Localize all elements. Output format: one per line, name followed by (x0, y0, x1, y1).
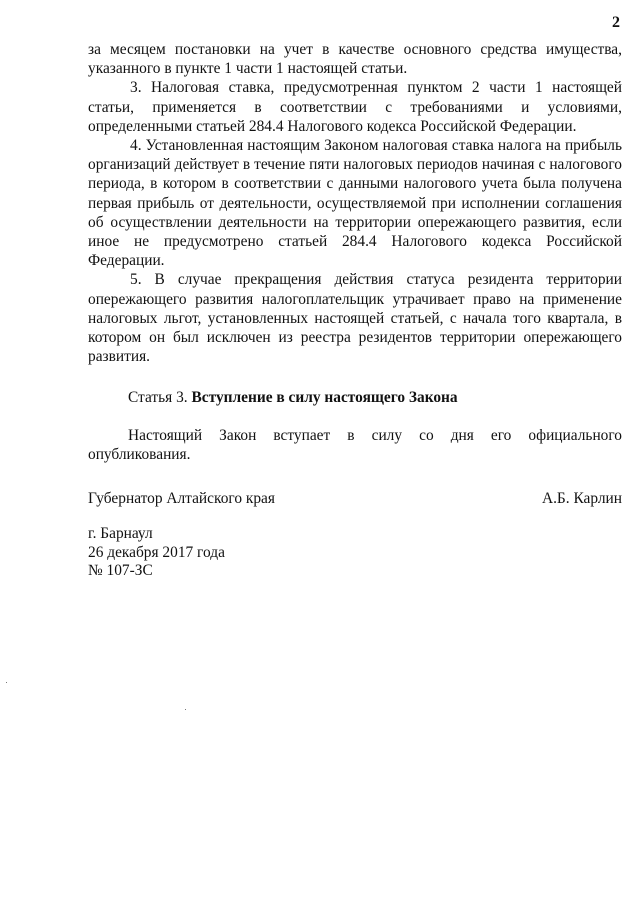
law-number: № 107-ЗС (88, 562, 153, 579)
paragraph-3: 3. Налоговая ставка, предусмотренная пунктом 2 части 1 настоящей статьи, применяется в соответствии с требованиями и условиями, определенными статьей 284.4 Налогового кодекса Российской Федерации. (88, 79, 622, 135)
document-meta (88, 525, 225, 581)
paragraph-5: 5. В случае прекращения действия статуса резидента территории опережающего развития налогоплательщик утрачивает право на применение налоговых льгот, установленных настоящей статьей, с начала того квартала, в котором он был исключен из реестра резидентов территории опережающего развития. (88, 271, 622, 366)
signing-date: 26 декабря 2017 года (88, 543, 225, 561)
article-3-body: Настоящий Закон вступает в силу со дня его официального опубликования. (88, 426, 622, 463)
signing-city: г. Барнаул (88, 525, 153, 542)
paragraph-4: 4. Установленная настоящим Законом налоговая ставка налога на прибыль организаций действует в течение пяти налоговых периодов начиная с налогового периода, в котором в соответствии с данными налогового учета была получена первая прибыль от деятельности, осуществляемой при исполнении соглашения об осуществлении деятельности на территории опережающего развития, если иное не предусмотрено статьей 284.4 Налогового кодекса Российской Федерации. (88, 137, 622, 270)
article-3-heading (88, 388, 622, 407)
page-number: 2 (612, 14, 620, 31)
article-3-label: Статья 3. (128, 389, 188, 407)
signature-row (88, 490, 622, 508)
signatory-name: А.Б. Карлин (541, 490, 622, 507)
scan-speck (6, 682, 7, 683)
article-3-title: Вступление в силу настоящего Закона (191, 389, 458, 407)
paragraph-continuation: за месяцем постановки на учет в качестве основного средства имущества, указанного в пункте 1 части 1 настоящей статьи. (88, 41, 622, 78)
document-body (88, 40, 622, 479)
signatory-position: Губернатор Алтайского края (88, 490, 275, 507)
scan-speck (185, 709, 186, 710)
